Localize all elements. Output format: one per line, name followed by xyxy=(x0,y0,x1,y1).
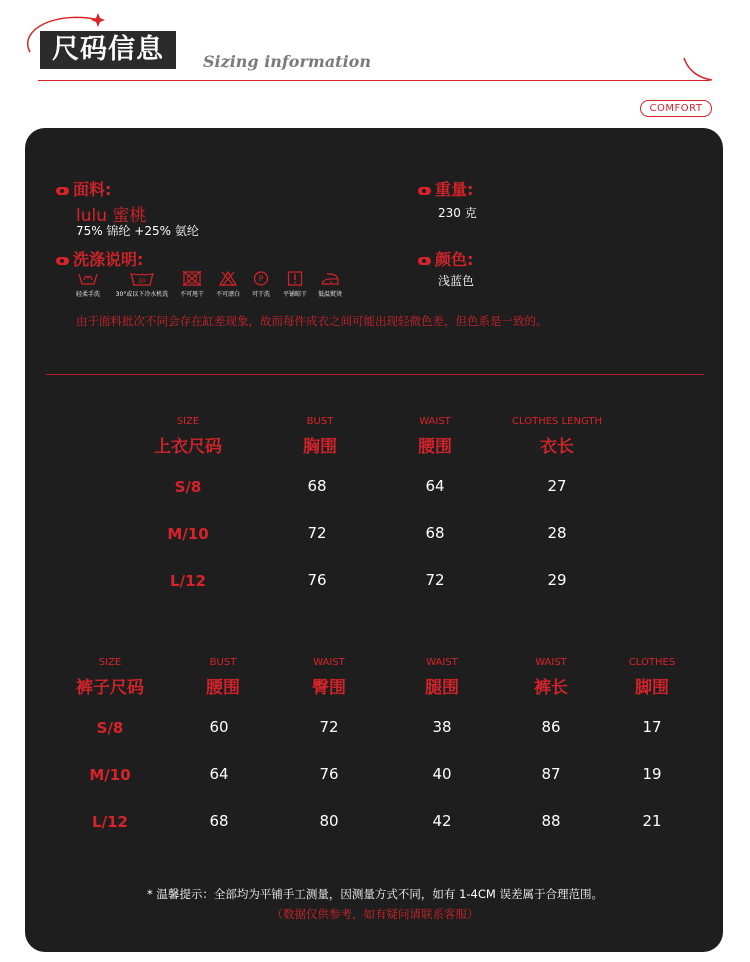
table-cell: 72 xyxy=(425,571,445,589)
size-cell: M/10 xyxy=(89,766,131,784)
care-item: 不可甩干 xyxy=(172,271,212,298)
table-cell: 19 xyxy=(642,765,662,783)
size-cell: L/12 xyxy=(170,572,206,590)
reference-note: （数据仅供参考，如有疑问请联系客服） xyxy=(271,907,479,921)
table-header-cn: 裤长 xyxy=(534,678,568,698)
table-cell: 40 xyxy=(432,765,452,783)
table-cell: 21 xyxy=(642,812,662,830)
wash-30-icon xyxy=(130,271,154,286)
table-cell: 38 xyxy=(432,718,452,736)
table-cell: 86 xyxy=(541,718,561,736)
bullet-icon xyxy=(56,257,69,265)
flat-dry-icon xyxy=(287,271,303,286)
comfort-badge: COMFORT xyxy=(640,100,712,117)
care-item: 低温熨烫 xyxy=(310,271,350,298)
table-header-cn: 腰围 xyxy=(418,437,452,457)
care-item: P 可干洗 xyxy=(241,271,281,298)
section-divider xyxy=(46,374,704,375)
table-cell: 42 xyxy=(432,812,452,830)
hand-wash-icon xyxy=(77,271,99,286)
table-cell: 72 xyxy=(319,718,339,736)
care-item: 不可漂白 xyxy=(208,271,248,298)
washing-heading xyxy=(56,247,143,270)
table-header-en: WAIST xyxy=(426,657,458,668)
table-cell: 68 xyxy=(209,812,229,830)
care-item: 30 30°或以下冷水机洗 xyxy=(112,271,172,298)
size-cell: S/8 xyxy=(174,478,202,496)
weight-value: 230 克 xyxy=(438,206,477,220)
measurement-tip: * 温馨提示：全部均为平铺手工测量，因测量方式不同，如有 1-4CM 误差属于合理范围。 xyxy=(147,887,603,901)
table-header-cn: 脚围 xyxy=(635,678,669,698)
svg-text:P: P xyxy=(258,274,264,284)
low-iron-icon xyxy=(320,271,340,286)
page-subtitle: Sizing information xyxy=(203,52,371,71)
table-cell: 64 xyxy=(425,477,445,495)
page-title: 尺码信息 xyxy=(40,31,176,69)
color-heading xyxy=(418,247,473,270)
table-cell: 76 xyxy=(307,571,327,589)
svg-text:30: 30 xyxy=(138,278,146,285)
fabric-label: 面料: xyxy=(73,180,112,199)
table-header-cn: 腰围 xyxy=(206,678,240,698)
dry-clean-p-icon xyxy=(253,271,269,286)
table-cell: 64 xyxy=(209,765,229,783)
table-cell: 80 xyxy=(319,812,339,830)
table-header-cn: 上衣尺码 xyxy=(154,437,222,457)
table-cell: 29 xyxy=(547,571,567,589)
table-header-en: CLOTHES xyxy=(628,657,676,668)
washing-label: 洗涤说明: xyxy=(73,250,144,269)
care-icons-row xyxy=(72,271,362,301)
header-rule xyxy=(38,80,710,81)
table-cell: 68 xyxy=(307,477,327,495)
table-header-cn: 胸围 xyxy=(303,437,337,457)
weight-label: 重量: xyxy=(435,180,474,199)
color-label: 颜色: xyxy=(435,250,474,269)
table-cell: 17 xyxy=(642,718,662,736)
table-header-cn: 衣长 xyxy=(540,437,574,457)
table-header-en: BUST xyxy=(209,657,237,668)
table-header-en: CLOTHES LENGTH xyxy=(512,416,602,427)
table-header-cn: 腿围 xyxy=(425,678,459,698)
no-tumble-dry-icon xyxy=(182,271,202,286)
bullet-icon xyxy=(418,257,431,265)
care-item: 轻柔手洗 xyxy=(68,271,108,298)
table-header-en: BUST xyxy=(306,416,334,427)
care-item: 平铺晾干 xyxy=(275,271,315,298)
fabric-heading xyxy=(56,177,111,200)
table-header-cn: 裤子尺码 xyxy=(76,678,144,698)
fabric-composition: 75% 锦纶 +25% 氨纶 xyxy=(76,224,199,238)
color-value: 浅蓝色 xyxy=(438,274,475,288)
bullet-icon xyxy=(56,187,69,195)
size-cell: S/8 xyxy=(96,719,124,737)
table-cell: 87 xyxy=(541,765,561,783)
bullet-icon xyxy=(418,187,431,195)
table-cell: 60 xyxy=(209,718,229,736)
table-cell: 27 xyxy=(547,477,567,495)
table-header-en: WAIST xyxy=(535,657,567,668)
color-variance-note: 由于面料批次不同会存在缸差现象，故而每件成衣之间可能出现轻微色差，但色系是一致的。 xyxy=(76,314,548,328)
no-bleach-icon xyxy=(219,271,237,286)
size-cell: L/12 xyxy=(92,813,128,831)
table-cell: 88 xyxy=(541,812,561,830)
table-cell: 76 xyxy=(319,765,339,783)
weight-heading xyxy=(418,177,473,200)
table-header-en: SIZE xyxy=(176,416,200,427)
table-cell: 72 xyxy=(307,524,327,542)
fabric-name: lulu 蜜桃 xyxy=(76,206,147,226)
size-cell: M/10 xyxy=(167,525,209,543)
table-header-en: WAIST xyxy=(313,657,345,668)
table-cell: 28 xyxy=(547,524,567,542)
table-header-en: WAIST xyxy=(419,416,451,427)
table-cell: 68 xyxy=(425,524,445,542)
table-header-en: SIZE xyxy=(98,657,122,668)
table-header-cn: 臀围 xyxy=(312,678,346,698)
